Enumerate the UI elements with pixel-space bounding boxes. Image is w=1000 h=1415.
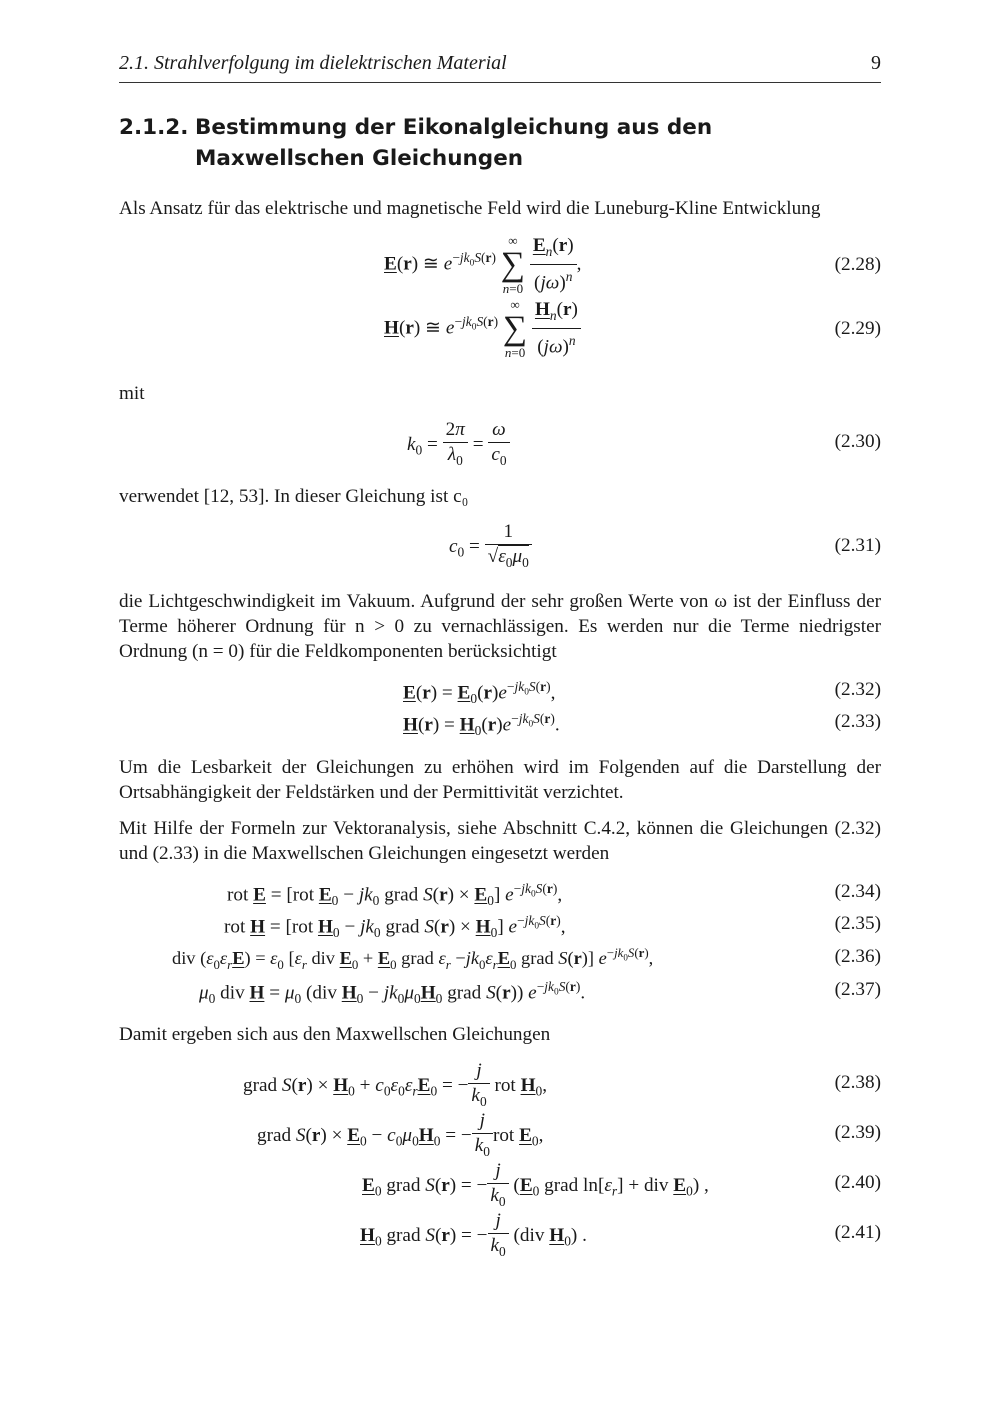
equation-number: (2.38) (834, 1072, 881, 1093)
paragraph-7: Damit ergeben sich aus den Maxwellschen Gleichungen (119, 1024, 551, 1045)
paragraph-2: mit (119, 383, 145, 404)
equation-2-37 (119, 979, 881, 1005)
equation-body: $E(r) = E_0(r)e^{-jk_0S(r)}$, (403, 679, 556, 707)
equation-number: (2.31) (834, 535, 881, 556)
equation-number: (2.33) (834, 711, 881, 732)
equation-body: $E_0$ grad S(r) = − $\frac{j}{k_0}$ ($E_0$ grad $\ln[\varepsilon_r]$ + div $E_0$) , (362, 1160, 709, 1209)
equation-body: H(r) ≅ $e^{-jk_0S(r)}$ ∞ ∑ n=0 $\frac{H_n(r)}{(j\omega)^n}$ (384, 298, 581, 360)
equation-body: E(r) ≅ $e^{-jk_0S(r)}$ ∞ ∑ n=0 $\frac{E_n(r)}{(j\omega)^n}$ , (384, 233, 582, 296)
equation-2-33 (119, 711, 881, 737)
equation-2-38 (119, 1059, 881, 1111)
equation-2-40 (119, 1159, 881, 1211)
page-number: 9 (871, 52, 881, 74)
equation-number: (2.37) (834, 979, 881, 1000)
equation-2-32 (119, 679, 881, 705)
equation-body: $\mu_0$ div $H = \mu_0$ (div $H_0 - jk_0\mu_0H_0$ grad S(r)) $e^{-jk_0S(r)}$. (199, 979, 586, 1007)
equation-number: (2.40) (834, 1172, 881, 1193)
paragraph-4: die Lichtgeschwindigkeit im Vakuum. Aufgrund der sehr großen Werte von ω ist der Einfluss der Terme höherer Ordnung für n > 0 zu vernachlässigen. Es werden nur die Terme niedrigster Ordnung (n = 0) für die Feldkomponenten berücksichtigt (119, 591, 881, 662)
equation-number: (2.30) (834, 431, 881, 452)
equation-2-30 (119, 418, 881, 470)
equation-body: $H_0$ grad S(r) = − $\frac{j}{k_0}$ (div $H_0$) . (360, 1210, 587, 1259)
equation-number: (2.39) (834, 1122, 881, 1143)
equation-number: (2.28) (834, 254, 881, 275)
equation-2-29 (119, 298, 881, 362)
paragraph-5: Um die Lesbarkeit der Gleichungen zu erhöhen wird im Folgenden auf die Darstellung der Ortsabhängigkeit der Feldstärken und der Permittivität verzichtet. (119, 757, 881, 803)
equation-2-39 (119, 1109, 881, 1161)
equation-number: (2.35) (834, 913, 881, 934)
equation-2-36 (119, 946, 881, 972)
paragraph-1: Als Ansatz für das elektrische und magnetische Feld wird die Luneburg-Kline Entwicklung (119, 198, 821, 219)
equation-number: (2.41) (834, 1222, 881, 1243)
equation-body: $c_0$ = $\frac{1}{√\varepsilon_0\mu_0}$ (449, 520, 532, 575)
section-title: Bestimmung der Eikonalgleichung aus den Maxwellschen Gleichungen (195, 115, 713, 171)
equation-body: rot H = [rot $H_0 - jk_0$ grad $S(r) \times H_0$] $e^{-jk_0S(r)}$, (224, 913, 566, 941)
equation-body: grad $S(r) \times E_0 - c_0\mu_0H_0$ = − $\frac{j}{k_0}$ rot $E_0$, (257, 1110, 544, 1159)
equation-2-34 (119, 881, 881, 907)
equation-2-41 (119, 1209, 881, 1261)
equation-number: (2.34) (834, 881, 881, 902)
equation-body: rot E = [rot $E_0 - jk_0$ grad $S(r) \times E_0$] $e^{-jk_0S(r)}$, (227, 881, 563, 909)
section-number: 2.1.2. (119, 115, 189, 140)
equation-number: (2.32) (834, 679, 881, 700)
equation-2-31 (119, 520, 881, 576)
equation-2-28 (119, 234, 881, 298)
section-heading (119, 112, 881, 174)
running-head-title: 2.1. Strahlverfolgung im dielektrischen Material (119, 52, 507, 74)
equation-body: div $(\varepsilon_0\varepsilon_rE) = \varepsilon_0$ [$\varepsilon_r$ div $E_0 + E_0$ grad $\varepsilon_r -jk_0\varepsilon_rE_0$ grad S(r)] $e^{-jk_0S(r)}$, (172, 946, 654, 972)
paragraph-3: verwendet [12, 53]. In dieser Gleichung ist c₀ (119, 486, 469, 507)
equation-body: $k_0$ = $\frac{2\pi}{\lambda_0}$ = $\frac{\omega}{c_0}$ (407, 418, 510, 473)
equation-body: $H(r) = H_0(r)e^{-jk_0S(r)}$. (403, 711, 560, 739)
equation-body: grad $S(r) \times H_0 + c_0\varepsilon_0\varepsilon_rE_0$ = − $\frac{j}{k_0}$ rot $H_0$, (243, 1060, 548, 1109)
running-head (119, 52, 881, 83)
paragraph-6: Mit Hilfe der Formeln zur Vektoranalysis, siehe Abschnitt C.4.2, können die Gleichungen (2.32) und (2.33) in die Maxwellschen Gleichungen eingesetzt werden (119, 818, 881, 864)
equation-2-35 (119, 913, 881, 939)
equation-number: (2.36) (834, 946, 881, 967)
equation-number: (2.29) (834, 318, 881, 339)
